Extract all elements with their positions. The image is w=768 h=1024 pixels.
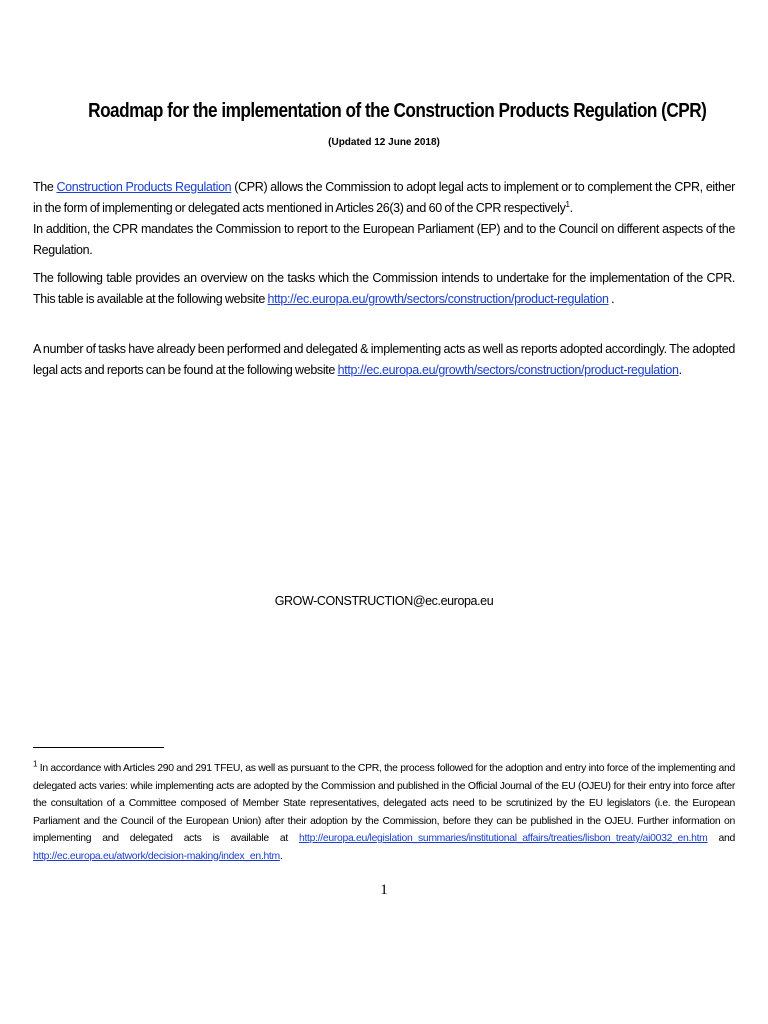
footnote-separator [33,747,164,748]
lisbon-treaty-link[interactable]: http://europa.eu/legislation_summaries/institutional_affairs/treaties/lisbon_treaty/ai0032_en.htm [298,833,708,844]
footnote-text-end: . [279,850,283,862]
intro-text-start: The [33,180,57,194]
adopted-acts-link[interactable]: http://ec.europa.eu/growth/sectors/construction/product-regulation [337,363,679,377]
table-overview-text-end: . [608,292,615,306]
intro-second-sentence: In addition, the CPR mandates the Commission to report to the European Parliament (EP) and to the Council on different aspects of the Regulation. [33,222,735,257]
cpr-regulation-link[interactable]: Construction Products Regulation [56,180,232,194]
intro-text-end: . [569,201,573,215]
footnote-number: 1 [33,759,38,769]
contact-email: GROW-CONSTRUCTION@ec.europa.eu [274,594,494,608]
document-title: Roadmap for the implementation of the Construction Products Regulation (CPR) [88,100,707,122]
product-regulation-link[interactable]: http://ec.europa.eu/growth/sectors/construction/product-regulation [267,292,609,306]
intro-paragraph [33,177,735,261]
document-subtitle: (Updated 12 June 2018) [328,137,440,148]
footnote-text: In accordance with Articles 290 and 291 TFEU, as well as pursuant to the CPR, the process followed for the adoption and entry into force of the implementing and delegated acts varies: while implementing acts are adopted by the Commission and published in the Official Journal of the EU (OJEU) for their entry into force after the consultation of a Committee composed of Member State representatives, delegated acts need to be scrutinized by the EU legislators (i.e. the European Parliament and the Council of the European Union) after their adoption by the Commission, before they can be published in the OJEU. Further information on implementing and delegated acts is available at [33,763,735,844]
adopted-acts-paragraph [33,339,735,381]
footnote-connector: and [707,833,735,844]
table-overview-text: The following table provides an overview on the tasks which the Commission intends to undertake for the implementation of the CPR. This table is available at the following website [33,271,735,306]
decision-making-link[interactable]: http://ec.europa.eu/atwork/decision-making/index_en.htm [33,850,280,862]
intro-text-middle: (CPR) allows the Commission to adopt legal acts to implement or to complement the CPR, either in the form of implementing or delegated acts mentioned in Articles 26(3) and 60 of the CPR respectively [33,180,735,215]
table-overview-paragraph [33,268,735,310]
adopted-acts-text: A number of tasks have already been performed and delegated & implementing acts as well as reports adopted accordingly. The adopted legal acts and reports can be found at the following website [33,342,735,377]
page-number: 1 [380,882,388,898]
footnote-reference[interactable]: 1 [565,199,570,209]
adopted-acts-text-end: . [678,363,682,377]
footnote [33,760,735,865]
